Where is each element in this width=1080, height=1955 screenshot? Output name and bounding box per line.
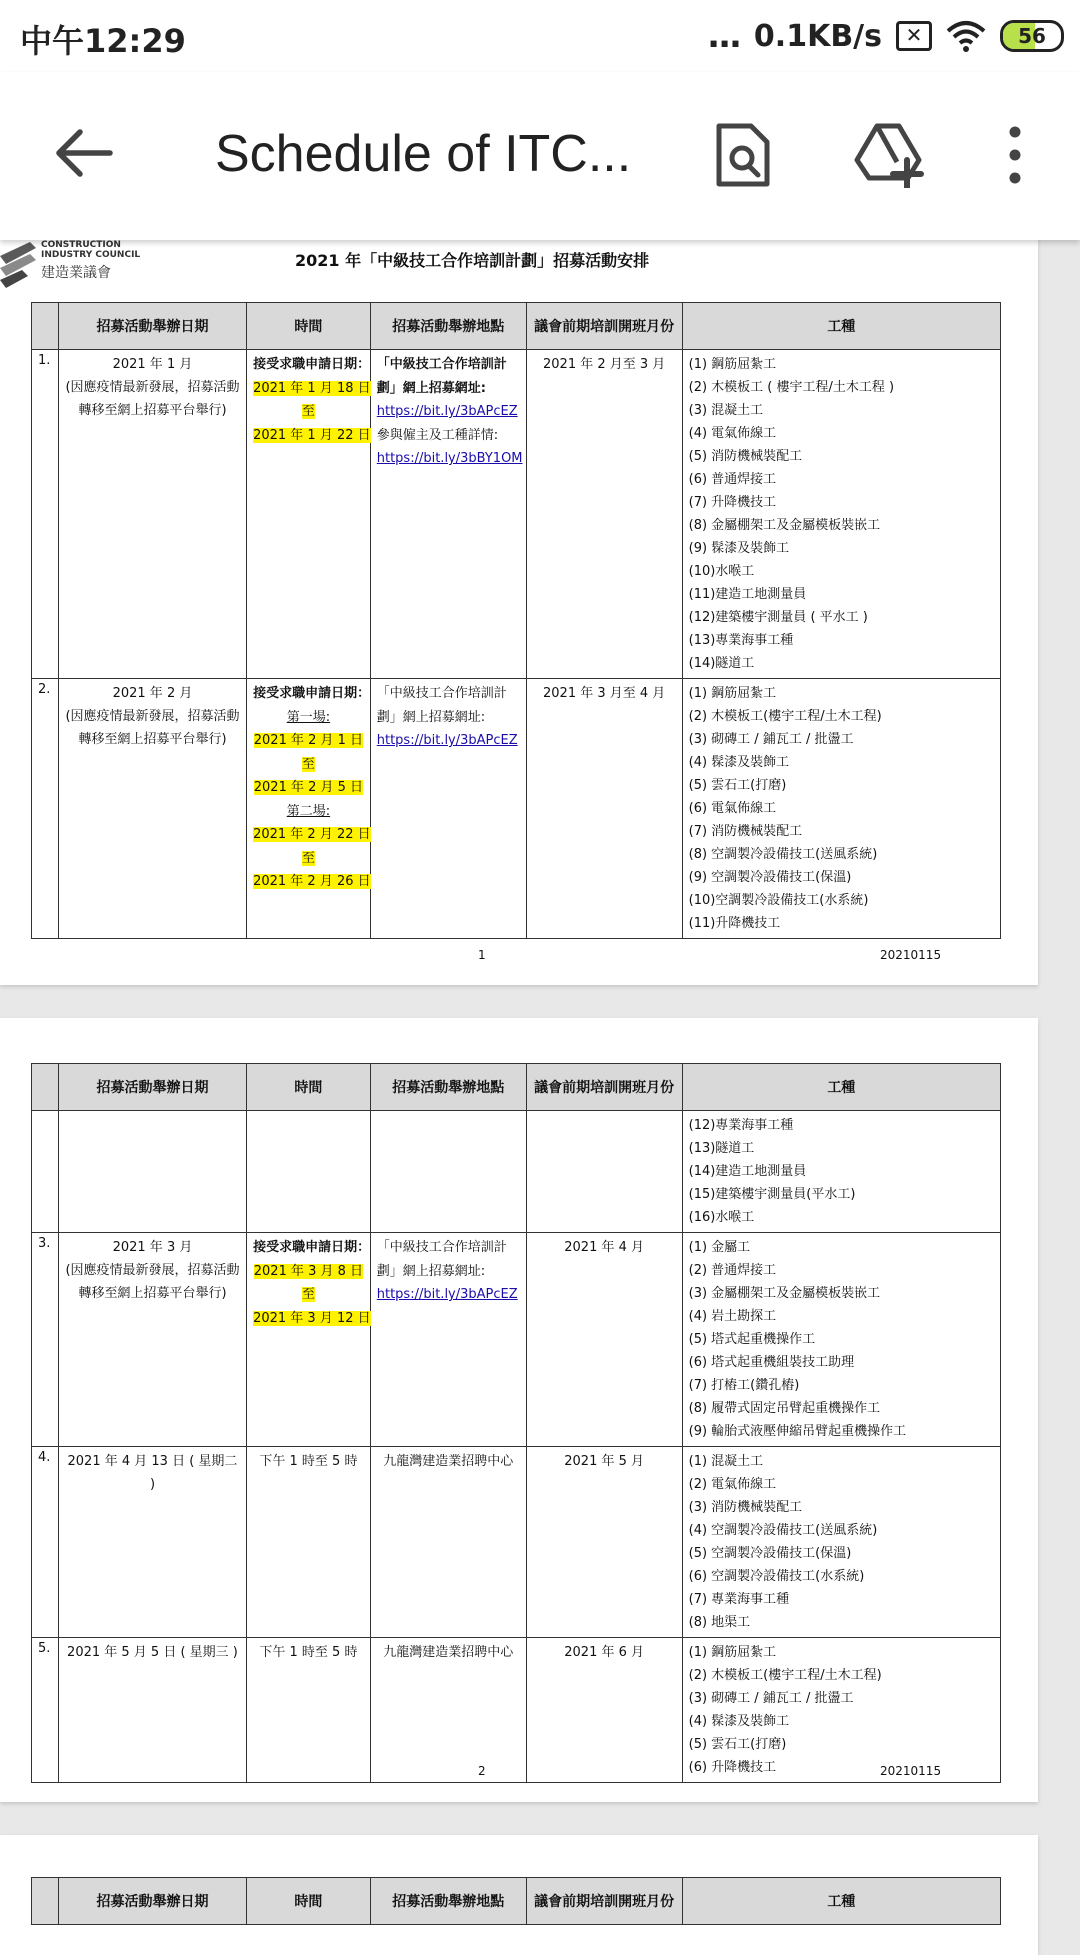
row-number: 2. [32,679,59,939]
status-time: 中午12:29 [20,22,186,60]
trade-item: (1) 金屬工 [688,1240,751,1255]
trade-item: (15)建築樓宇測量員(平水工) [688,1187,856,1202]
training-month: 2021 年 6 月 [526,1638,682,1783]
header-venue: 招募活動舉辦地點 [370,1064,526,1111]
table-header-row [32,1064,1001,1111]
header-trades: 工種 [682,1878,1000,1925]
event-venue: 九龍灣建造業招聘中心 [370,1447,526,1638]
status-dots: ... [707,16,740,56]
event-venue: 「中級技工合作培訓計 劃」網上招募網址: https://bit.ly/3bAPcEZ 參與僱主及工種詳情: https://bit.ly/3bBY1OM [370,350,526,679]
header-index [32,303,59,350]
header-training-month: 議會前期培訓開班月份 [526,1064,682,1111]
trades-list [682,1638,1000,1783]
table-header-row [32,303,1001,350]
trade-item: (5) 塔式起重機操作工 [688,1332,816,1347]
trade-item: (1) 鋼筋屈紮工 [688,1645,777,1660]
trade-item: (5) 空調製冷設備技工(保溫) [688,1546,852,1561]
event-venue: 「中級技工合作培訓計 劃」網上招募網址: https://bit.ly/3bAPcEZ [370,679,526,939]
trade-item: (1) 鋼筋屈紮工 [688,686,777,701]
trade-item: (4) 空調製冷設備技工(送風系統) [688,1523,878,1538]
header-training-month: 議會前期培訓開班月份 [526,303,682,350]
table-row [32,350,1001,679]
trade-item: (8) 履帶式固定吊臂起重機操作工 [688,1401,881,1416]
event-time: 下午 1 時至 5 時 [247,1447,371,1638]
trade-item: (6) 空調製冷設備技工(水系統) [688,1569,865,1584]
event-date: 2021 年 4 月 13 日 ( 星期二 ) [58,1447,246,1638]
header-time: 時間 [247,1064,371,1111]
recruitment-link[interactable]: https://bit.ly/3bAPcEZ [376,1287,518,1302]
trade-item: (10)空調製冷設備技工(水系統) [688,893,869,908]
training-month: 2021 年 3 月至 4 月 [526,679,682,939]
battery-icon [1000,20,1064,52]
add-to-drive-icon[interactable] [853,122,925,188]
pdf-page-1 [0,238,1038,985]
trade-item: (2) 木模板工(樓宇工程/土木工程) [688,709,882,724]
event-date: 2021 年 1 月 (因應疫情最新發展，招募活動 轉移至網上招募平台舉行) [58,350,246,679]
trade-item: (6) 普通焊接工 [688,472,777,487]
status-icons [707,14,1064,58]
page-number: 1 [478,948,486,962]
trade-item: (10)水喉工 [688,564,755,579]
trade-item: (11)建造工地測量員 [688,587,807,602]
trade-item: (4) 電氣佈線工 [688,426,777,441]
schedule-table-page-3 [31,1877,1001,1925]
schedule-title: 2021 年「中級技工合作培訓計劃」招募活動安排 [295,251,650,270]
trade-item: (5) 雲石工(打磨) [688,778,787,793]
trade-item: (14)建造工地測量員 [688,1164,807,1179]
header-date: 招募活動舉辦日期 [58,1878,246,1925]
document-code: 20210115 [880,948,942,962]
trade-item: (5) 消防機械裝配工 [688,449,803,464]
table-header-row [32,1878,1001,1925]
trade-item: (3) 消防機械裝配工 [688,1500,803,1515]
trade-item: (12)專業海事工種 [688,1118,794,1133]
event-venue: 九龍灣建造業招聘中心 [370,1638,526,1783]
trade-item: (9) 輪胎式液壓伸縮吊臂起重機操作工 [688,1424,907,1439]
employer-details-link[interactable]: https://bit.ly/3bBY1OM [376,451,523,466]
wifi-icon [946,19,986,53]
trade-item: (9) 髹漆及裝飾工 [688,541,790,556]
header-venue: 招募活動舉辦地點 [370,303,526,350]
trade-item: (2) 木模板工 ( 樓宇工程/土木工程 ) [688,380,895,395]
row-number: 3. [32,1233,59,1447]
training-month: 2021 年 4 月 [526,1233,682,1447]
trade-item: (3) 砌磚工 / 鋪瓦工 / 批盪工 [688,1691,854,1706]
table-row [32,1111,1001,1233]
logo-text-cn: 建造業議會 [41,265,111,281]
header-venue: 招募活動舉辦地點 [370,1878,526,1925]
training-month: 2021 年 5 月 [526,1447,682,1638]
trade-item: (4) 髹漆及裝飾工 [688,755,790,770]
battery-level: 56 [1018,24,1046,48]
trade-item: (3) 砌磚工 / 鋪瓦工 / 批盪工 [688,732,854,747]
trade-item: (7) 打樁工(鑽孔樁) [688,1378,800,1393]
trade-item: (6) 電氣佈線工 [688,801,777,816]
find-in-document-icon[interactable] [713,122,773,188]
recruitment-link[interactable]: https://bit.ly/3bAPcEZ [376,404,518,419]
more-options-icon[interactable] [1000,122,1030,188]
trades-list [682,1233,1000,1447]
row-number: 4. [32,1447,59,1638]
trade-item: (2) 普通焊接工 [688,1263,777,1278]
pdf-page-3 [0,1835,1038,1955]
trade-item: (4) 岩土勘探工 [688,1309,777,1324]
trade-item: (5) 雲石工(打磨) [688,1737,787,1752]
schedule-table-page-2 [31,1063,1001,1783]
trade-item: (12)建築樓宇測量員 ( 平水工 ) [688,610,868,625]
schedule-table-page-1 [31,302,1001,939]
trades-list [682,679,1000,939]
trade-item: (16)水喉工 [688,1210,755,1225]
trade-item: (1) 鋼筋屈紮工 [688,357,777,372]
recruitment-link[interactable]: https://bit.ly/3bAPcEZ [376,733,518,748]
event-time: 接受求職申請日期： 2021 年 3 月 8 日 至 2021 年 3 月 12 日 [247,1233,371,1447]
trade-item: (1) 混凝土工 [688,1454,764,1469]
trade-item: (2) 木模板工(樓宇工程/土木工程) [688,1668,882,1683]
page-number: 2 [478,1764,486,1778]
trade-item: (6) 升降機技工 [688,1760,777,1775]
header-index [32,1064,59,1111]
sim-off-icon: ✕ [896,21,932,51]
back-arrow-icon[interactable] [50,120,116,186]
header-trades: 工種 [682,303,1000,350]
header-trades: 工種 [682,1064,1000,1111]
table-row [32,1233,1001,1447]
trade-item: (8) 地渠工 [688,1615,751,1630]
table-row [32,1638,1001,1783]
trade-item: (7) 消防機械裝配工 [688,824,803,839]
trade-item: (3) 金屬棚架工及金屬模板裝嵌工 [688,1286,881,1301]
header-date: 招募活動舉辦日期 [58,1064,246,1111]
header-time: 時間 [247,1878,371,1925]
event-venue: 「中級技工合作培訓計 劃」網上招募網址: https://bit.ly/3bAPcEZ [370,1233,526,1447]
header-training-month: 議會前期培訓開班月份 [526,1878,682,1925]
event-time: 接受求職申請日期： 第一場: 2021 年 2 月 1 日 至 2021 年 2 月 5 日 第二場: 2021 年 2 月 22 日 至 2021 年 2 月 26 日 [247,679,371,939]
app-toolbar [0,72,1080,240]
event-time: 下午 1 時至 5 時 [247,1638,371,1783]
document-title: Schedule of ITC... [215,125,632,183]
event-date: 2021 年 5 月 5 日 ( 星期三 ) [58,1638,246,1783]
row-number: 5. [32,1638,59,1783]
table-row [32,679,1001,939]
trade-item: (2) 電氣佈線工 [688,1477,777,1492]
trade-item: (6) 塔式起重機組裝技工助理 [688,1355,855,1370]
event-time: 接受求職申請日期： 2021 年 1 月 18 日 至 2021 年 1 月 22 日 [247,350,371,679]
training-month: 2021 年 2 月至 3 月 [526,350,682,679]
header-time: 時間 [247,303,371,350]
trade-item: (11)升降機技工 [688,916,781,931]
trade-item: (7) 升降機技工 [688,495,777,510]
trade-item: (3) 混凝土工 [688,403,764,418]
table-row [32,1447,1001,1638]
network-speed: 0.1KB/s [753,18,882,54]
cic-logo-mark [0,238,38,292]
cic-logo [0,238,140,292]
logo-text-en: CONSTRUCTION INDUSTRY COUNCIL [41,240,141,260]
trade-item: (4) 髹漆及裝飾工 [688,1714,790,1729]
event-date: 2021 年 2 月 (因應疫情最新發展，招募活動 轉移至網上招募平台舉行) [58,679,246,939]
pdf-page-2 [0,1018,1038,1802]
trade-item: (13)隧道工 [688,1141,755,1156]
trade-item: (9) 空調製冷設備技工(保溫) [688,870,852,885]
status-bar [0,0,1080,72]
trades-list [682,1111,1000,1233]
row-number: 1. [32,350,59,679]
header-date: 招募活動舉辦日期 [58,303,246,350]
trade-item: (8) 空調製冷設備技工(送風系統) [688,847,878,862]
header-index [32,1878,59,1925]
trade-item: (7) 專業海事工種 [688,1592,790,1607]
trade-item: (14)隧道工 [688,656,755,671]
trade-item: (8) 金屬棚架工及金屬模板裝嵌工 [688,518,881,533]
event-date: 2021 年 3 月 (因應疫情最新發展，招募活動 轉移至網上招募平台舉行) [58,1233,246,1447]
trades-list [682,350,1000,679]
trades-list [682,1447,1000,1638]
document-code: 20210115 [880,1764,942,1778]
trade-item: (13)專業海事工種 [688,633,794,648]
